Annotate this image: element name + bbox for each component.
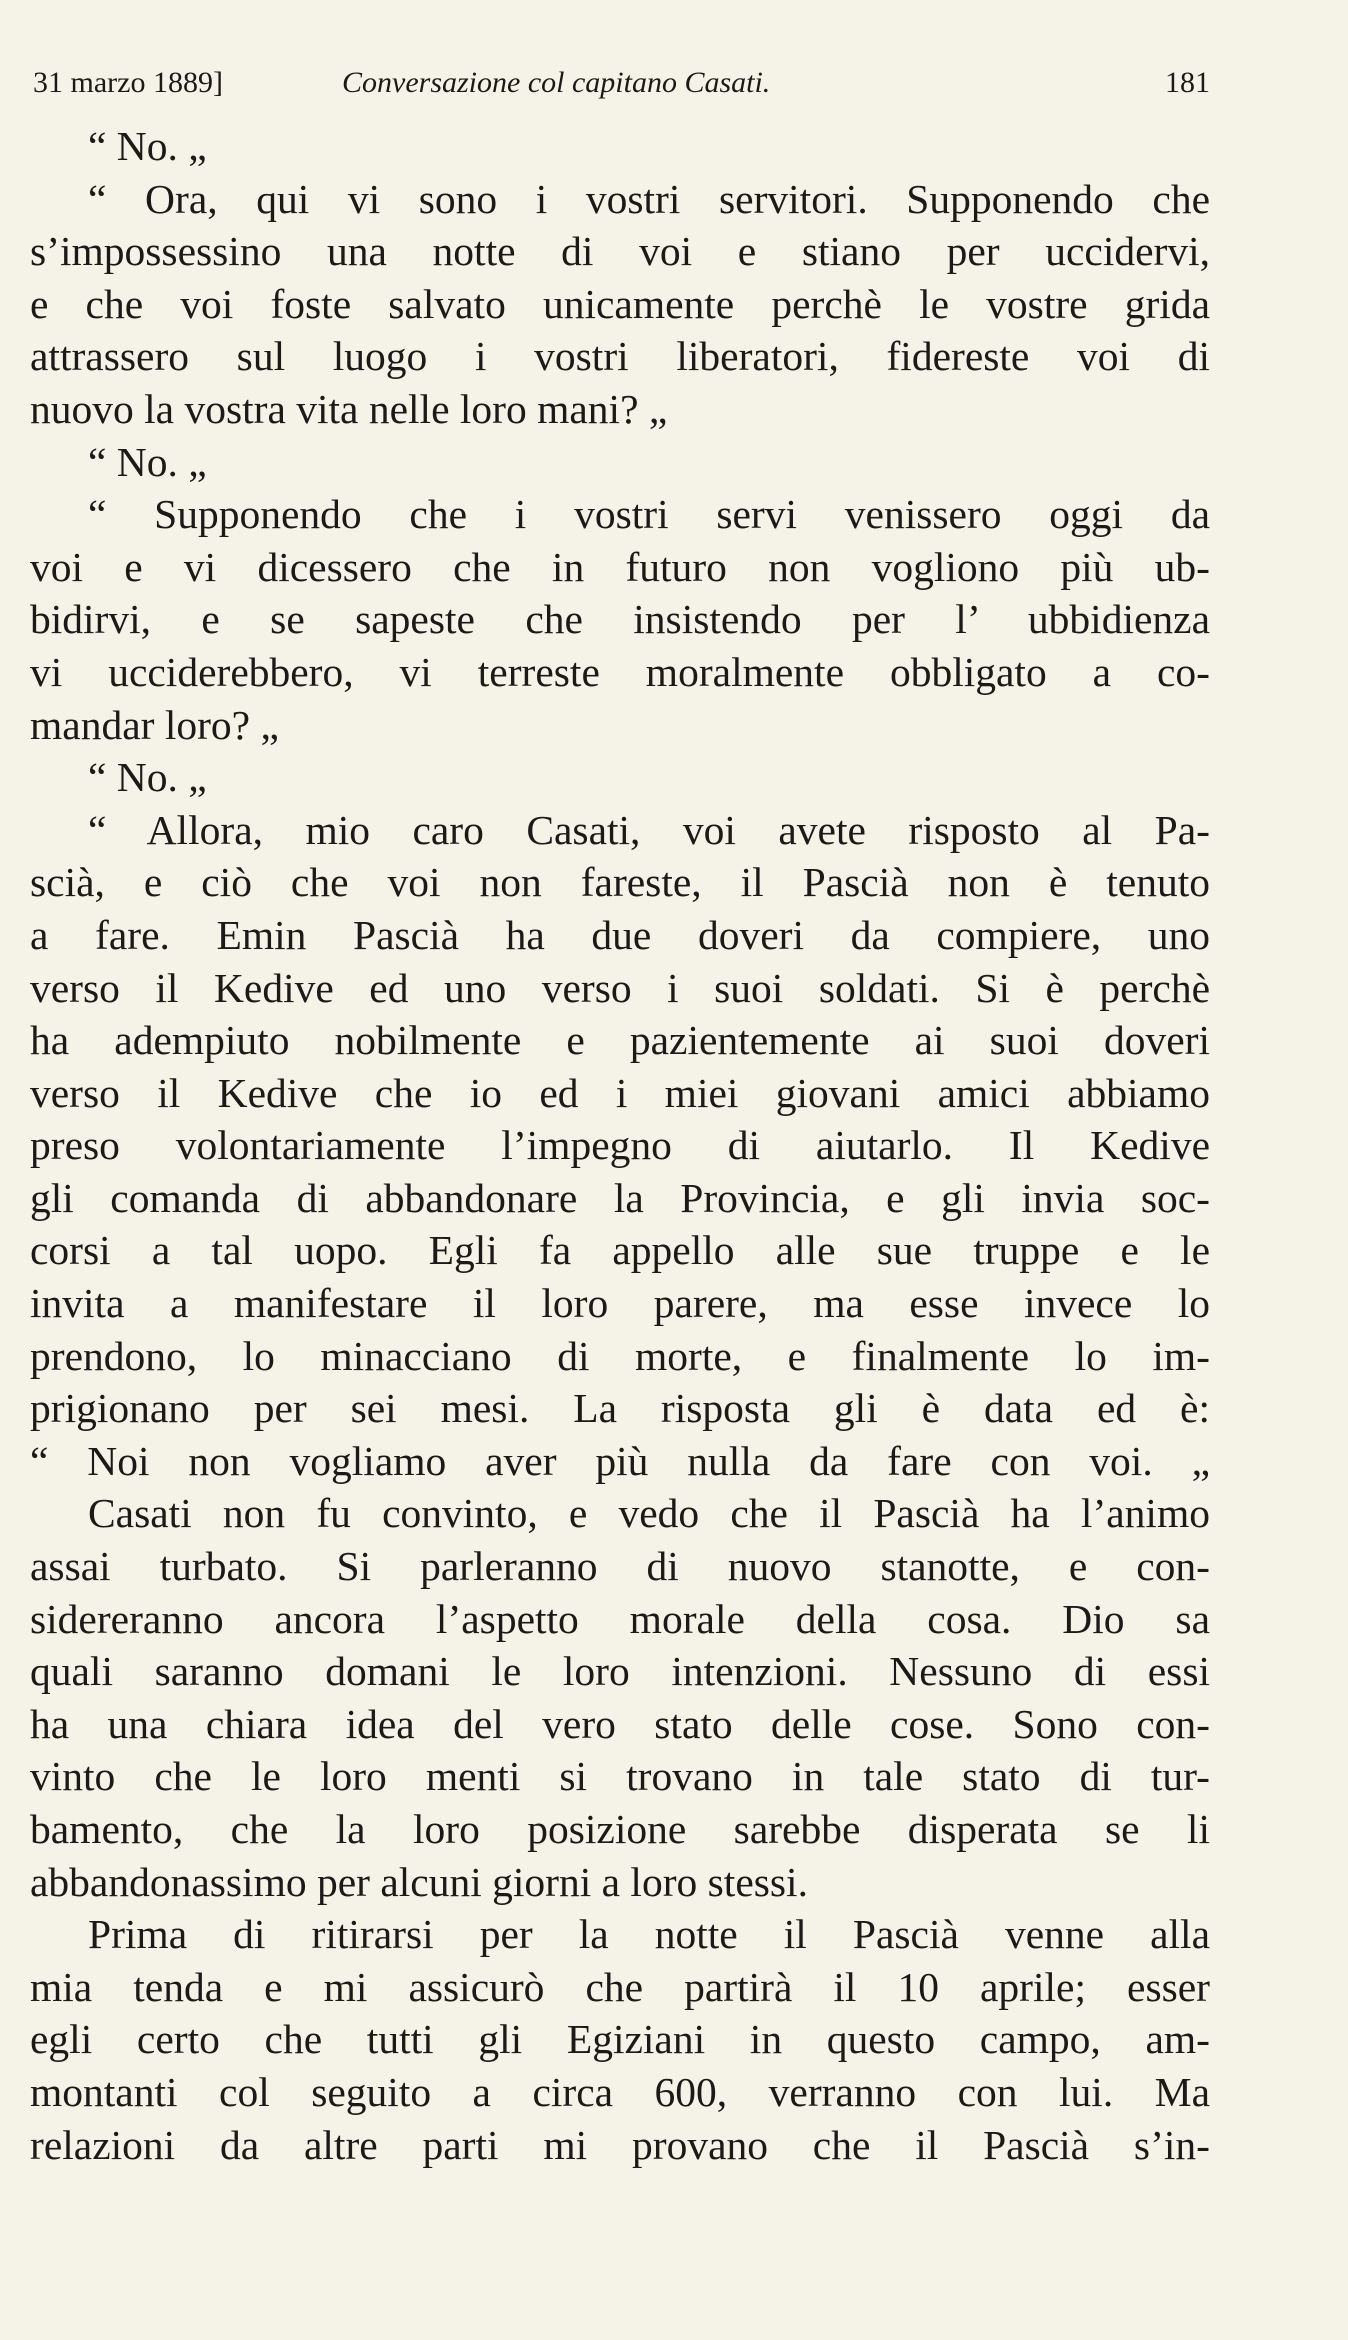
text-line: prendono, lo minacciano di morte, e finalmente lo im- [30, 1332, 1210, 1379]
text-line: “ Noi non vogliamo aver più nulla da fare con voi. „ [30, 1437, 1210, 1484]
text-line: “ Ora, qui vi sono i vostri servitori. Supponendo che [88, 175, 1210, 222]
text-line: bamento, che la loro posizione sarebbe disperata se li [30, 1806, 1210, 1852]
text-line: mia tenda e mi assicurò che partirà il 10 aprile; esser [30, 1963, 1210, 2010]
text-line: verso il Kedive che io ed i miei giovani amici abbiamo [30, 1069, 1210, 1116]
text-line: vi ucciderebbero, vi terreste moralmente obbligato a co- [30, 648, 1210, 695]
text-line: Casati non fu convinto, e vedo che il Pascià ha l’animo [88, 1490, 1210, 1537]
text-line: verso il Kedive ed uno verso i suoi soldati. Si è perchè [30, 964, 1210, 1011]
text-line: prigionano per sei mesi. La risposta gli è data ed è: [30, 1385, 1210, 1432]
running-header [30, 58, 1210, 108]
text-line: preso volontariamente l’impegno di aiutarlo. Il Kedive [30, 1122, 1210, 1169]
text-line: abbandonassimo per alcuni giorni a loro stessi. [30, 1858, 808, 1905]
text-line: “ No. „ [88, 754, 207, 801]
text-line: “ Allora, mio caro Casati, voi avete risposto al Pa- [88, 806, 1210, 853]
page-number: 181 [1165, 66, 1210, 99]
text-line: mandar loro? „ [30, 701, 279, 748]
text-line: attrassero sul luogo i vostri liberatori, fidereste voi di [30, 333, 1210, 380]
text-line: a fare. Emin Pascià ha due doveri da compiere, uno [30, 911, 1210, 958]
header-date: 31 marzo 1889] [33, 66, 223, 99]
text-line: invita a manifestare il loro parere, ma esse invece lo [30, 1280, 1210, 1327]
text-line: “ No. „ [88, 123, 207, 169]
text-line: “ Supponendo che i vostri servi venissero oggi da [88, 491, 1210, 538]
body-text [30, 120, 1210, 2171]
text-line: quali saranno domani le loro intenzioni. Nessuno di essi [30, 1648, 1210, 1695]
text-line: Prima di ritirarsi per la notte il Pascià venne alla [88, 1911, 1210, 1958]
text-line: sidereranno ancora l’aspetto morale della cosa. Dio sa [30, 1595, 1210, 1642]
text-line: s’impossessino una notte di voi e stiano per uccidervi, [30, 228, 1210, 275]
text-line: ha una chiara idea del vero stato delle cose. Sono con- [30, 1700, 1210, 1747]
text-line: ha adempiuto nobilmente e pazientemente ai suoi doveri [30, 1017, 1210, 1064]
text-line: gli comanda di abbandonare la Provincia, e gli invia soc- [30, 1174, 1210, 1221]
text-line: e che voi foste salvato unicamente perchè le vostre grida [30, 280, 1210, 327]
text-line: nuovo la vostra vita nelle loro mani? „ [30, 385, 668, 432]
book-page [30, 58, 1210, 2171]
text-line: voi e vi dicessero che in futuro non vogliono più ub- [30, 543, 1210, 590]
header-title: Conversazione col capitano Casati. [342, 66, 771, 99]
text-line: “ No. „ [88, 438, 207, 485]
text-line: corsi a tal uopo. Egli fa appello alle sue truppe e le [30, 1227, 1210, 1274]
text-line: vinto che le loro menti si trovano in tale stato di tur- [30, 1753, 1210, 1800]
text-line: assai turbato. Si parleranno di nuovo stanotte, e con- [30, 1543, 1210, 1590]
text-line: bidirvi, e se sapeste che insistendo per l’ ubbidienza [30, 596, 1210, 643]
text-line: egli certo che tutti gli Egiziani in questo campo, am- [30, 2016, 1210, 2063]
text-line: montanti col seguito a circa 600, verranno con lui. Ma [30, 2068, 1210, 2115]
text-line: scià, e ciò che voi non fareste, il Pascià non è tenuto [30, 859, 1210, 906]
text-line: relazioni da altre parti mi provano che il Pascià s’in- [30, 2121, 1210, 2168]
